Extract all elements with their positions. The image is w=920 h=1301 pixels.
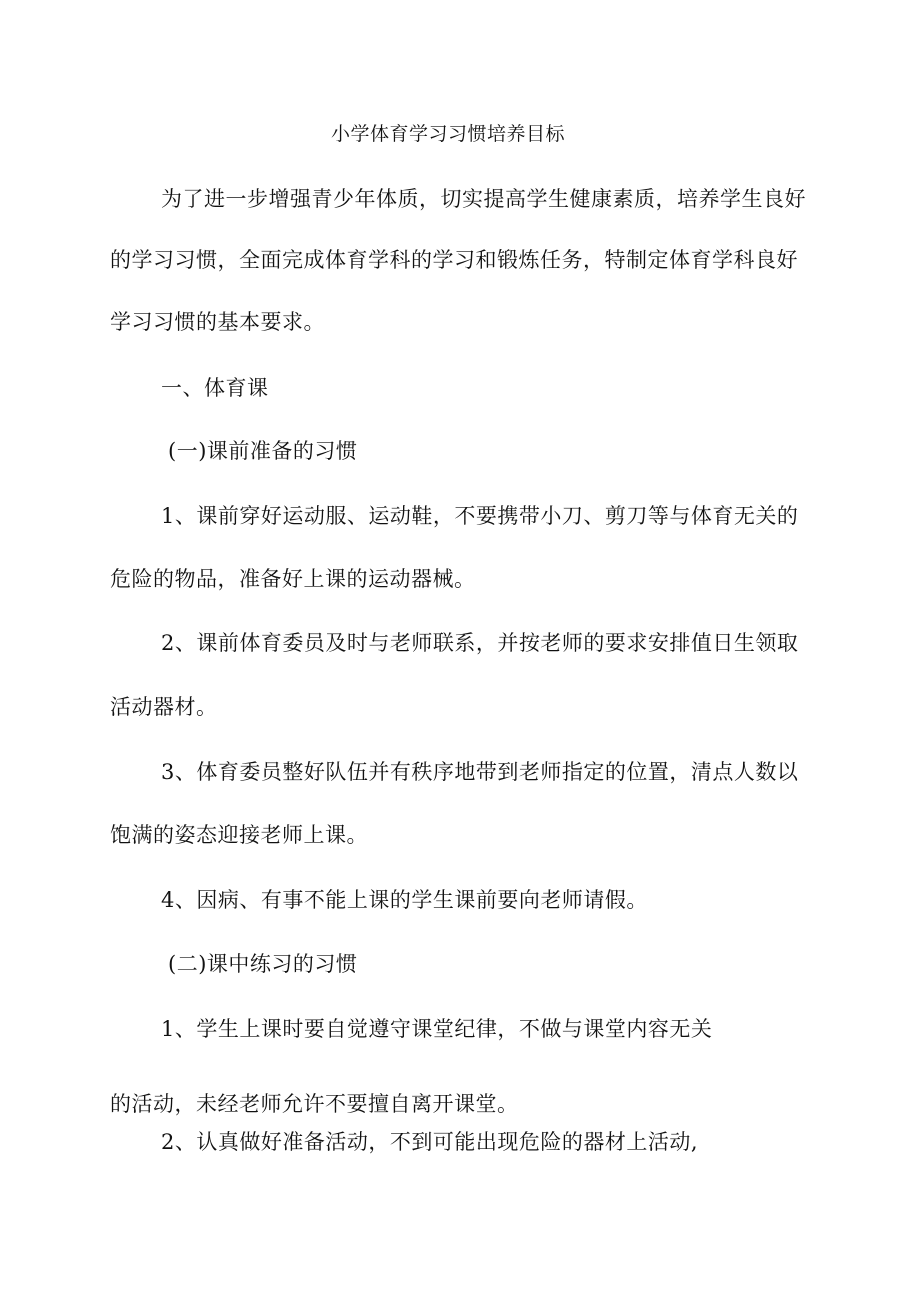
subsection-heading-practice: (二)课中练习的习惯 <box>168 952 358 976</box>
practice-item-2-line-1: 2、认真做好准备活动，不到可能出现危险的器材上活动, <box>161 1130 699 1154</box>
prep-item-1-line-2: 危险的物品，准备好上课的运动器械。 <box>110 567 476 591</box>
intro-paragraph-line-1: 为了进一步增强青少年体质，切实提高学生健康素质，培养学生良好 <box>161 187 806 211</box>
prep-item-2-line-2: 活动器材。 <box>110 695 218 719</box>
document-title: 小学体育学习习惯培养目标 <box>331 123 566 145</box>
prep-item-4-line-1: 4、因病、有事不能上课的学生课前要向老师请假。 <box>161 888 648 912</box>
prep-item-3-line-2: 饱满的姿态迎接老师上课。 <box>110 823 368 847</box>
intro-paragraph-line-2: 的学习习惯，全面完成体育学科的学习和锻炼任务，特制定体育学科良好 <box>110 248 798 272</box>
practice-item-1-line-2: 的活动，未经老师允许不要擅自离开课堂。 <box>110 1092 519 1116</box>
prep-item-1-line-1: 1、课前穿好运动服、运动鞋，不要携带小刀、剪刀等与体育无关的 <box>161 504 799 528</box>
section-heading-pe-class: 一、体育课 <box>161 376 269 400</box>
practice-item-1-line-1: 1、学生上课时要自觉遵守课堂纪律，不做与课堂内容无关 <box>161 1017 713 1041</box>
prep-item-3-line-1: 3、体育委员整好队伍并有秩序地带到老师指定的位置，清点人数以 <box>161 760 799 784</box>
subsection-heading-preparation: (一)课前准备的习惯 <box>168 439 358 463</box>
intro-paragraph-line-3: 学习习惯的基本要求。 <box>110 310 325 334</box>
prep-item-2-line-1: 2、课前体育委员及时与老师联系，并按老师的要求安排值日生领取 <box>161 631 799 655</box>
